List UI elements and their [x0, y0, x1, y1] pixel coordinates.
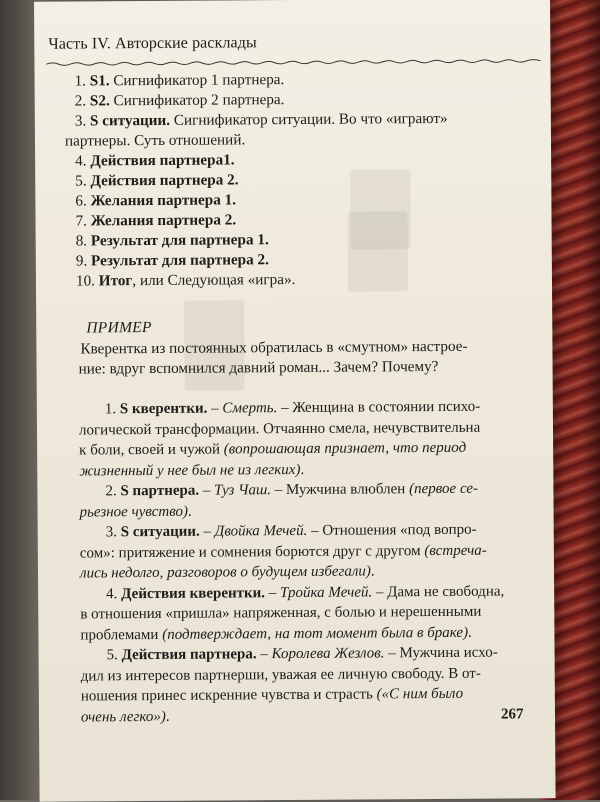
list-item	[76, 268, 526, 291]
text-segment: .	[370, 563, 375, 580]
running-header: Часть IV. Авторские расклады	[48, 34, 257, 53]
text-segment: партнеры. Суть отношений.	[64, 131, 246, 150]
text-segment: Сигнификатор 1 партнера.	[109, 71, 285, 90]
text-segment: 1.	[74, 72, 90, 90]
text-segment: Результат для партнера 1.	[90, 231, 269, 250]
text-segment: – Дама не свободна,	[372, 583, 505, 600]
text-segment: 6.	[75, 192, 91, 210]
text-segment: Действия партнера1.	[90, 151, 235, 170]
paragraph-line	[80, 540, 550, 564]
text-segment: Тройка Мечей.	[279, 583, 373, 601]
text-segment: S партнера.	[120, 482, 200, 500]
text-segment: 4.	[106, 585, 122, 602]
text-segment: Сигнификатор 2 партнера.	[109, 91, 285, 110]
text-segment: – Мужчина влюблен	[270, 481, 410, 499]
text-segment: 5.	[75, 172, 91, 190]
text-segment: Желания партнера 2.	[90, 211, 237, 230]
text-segment: –	[199, 482, 215, 499]
header-wavy-rule	[46, 58, 540, 66]
text-segment: дил из интересов партнерши, уважая ее личную свободу. В от-	[80, 665, 481, 684]
text-segment: S ситуации.	[120, 523, 200, 541]
text-segment: очень легко»)	[80, 708, 166, 725]
book-page	[34, 0, 556, 802]
text-segment: в отношения «пришла» напряженная, с болью и нерешенными	[80, 603, 482, 623]
text-segment: (встреча-	[424, 542, 487, 559]
example-heading: ПРИМЕР	[86, 318, 152, 337]
text-segment: Результат для партнера 2.	[90, 251, 269, 270]
layout-positions-list	[64, 68, 526, 291]
paragraph-line	[80, 601, 550, 625]
page-number: 267	[500, 706, 524, 723]
text-segment: .	[165, 708, 170, 725]
text-segment: Действия кверентки.	[121, 584, 266, 602]
text-segment: к боли, своей и чужой	[79, 441, 224, 459]
text-segment: Двойка Мечей.	[214, 522, 308, 540]
text-segment: ношения принес искренние чувства и страсть	[80, 686, 377, 705]
paragraph-line	[79, 396, 549, 420]
paragraph-line	[81, 642, 551, 666]
text-segment: лись недолго, разговоров о будущем избегали)	[79, 563, 371, 582]
text-segment: 3.	[105, 524, 121, 541]
text-segment: Кверентка из постоянных обратилась в «смутном» настрое-	[80, 337, 468, 358]
text-segment: ние: вдруг вспомнился давний роман... Зачем? Почему?	[78, 357, 439, 378]
text-segment: –	[207, 400, 223, 417]
text-segment: 4.	[75, 152, 91, 170]
example-interpretations	[79, 396, 551, 727]
text-segment: –	[256, 646, 272, 663]
text-segment: Сигнификатор ситуации. Во что «играют»	[169, 109, 448, 129]
text-segment: Смерть.	[222, 400, 278, 417]
text-segment: .	[467, 624, 472, 641]
text-segment: Туз Чаш.	[214, 482, 272, 499]
text-segment: –	[199, 523, 215, 540]
text-segment: (вопрошающая признает, что период	[223, 439, 467, 458]
text-segment: Действия партнера.	[121, 646, 257, 664]
paragraph-line	[81, 663, 551, 687]
text-segment: («С ним было	[376, 685, 464, 703]
text-segment: Действия партнера 2.	[90, 171, 239, 190]
paragraph-line	[79, 417, 549, 441]
text-segment: (первое се-	[408, 480, 479, 498]
paragraph-line	[81, 704, 551, 728]
text-segment: 2.	[105, 483, 121, 500]
text-segment: Королева Жезлов.	[271, 645, 385, 663]
text-segment: 1.	[104, 401, 120, 418]
text-segment: , или Следующая «игра».	[132, 270, 296, 290]
text-segment: .	[300, 461, 305, 478]
text-segment: S1.	[89, 72, 110, 90]
text-segment: логической трансформации. Отчаянно смела, нечувствительна	[78, 419, 481, 438]
text-segment: S2.	[89, 92, 110, 110]
text-segment: S кверентки.	[119, 400, 208, 418]
text-segment: – Отношения «под вопро-	[307, 521, 477, 539]
text-segment: 3.	[74, 112, 91, 130]
text-segment: Желания партнера 1.	[90, 191, 237, 210]
text-segment: – Женщина в состоянии психо-	[277, 398, 481, 417]
text-segment: жизненный у нее был не из легких)	[79, 461, 301, 479]
text-segment: –	[264, 584, 281, 601]
text-segment: 5.	[106, 647, 122, 664]
text-segment: 8.	[75, 232, 91, 250]
intro-line	[79, 356, 539, 379]
example-intro	[78, 336, 538, 379]
text-segment: Итог	[98, 272, 133, 290]
text-segment: .	[187, 503, 192, 520]
text-segment: 7.	[75, 212, 91, 230]
text-segment: рьезное чувство)	[79, 503, 189, 520]
text-segment: 2.	[74, 92, 90, 110]
text-segment: (подтверждает, на тот момент была в браке)	[162, 624, 469, 643]
text-segment: сом»: притяжение и сомнения борются друг с другом	[79, 542, 425, 561]
text-segment: S ситуации.	[89, 111, 171, 130]
text-segment: 9.	[75, 252, 92, 270]
text-segment: проблемами	[80, 626, 163, 643]
text-segment: 10.	[75, 272, 99, 290]
text-segment: – Мужчина исхо-	[384, 644, 498, 662]
